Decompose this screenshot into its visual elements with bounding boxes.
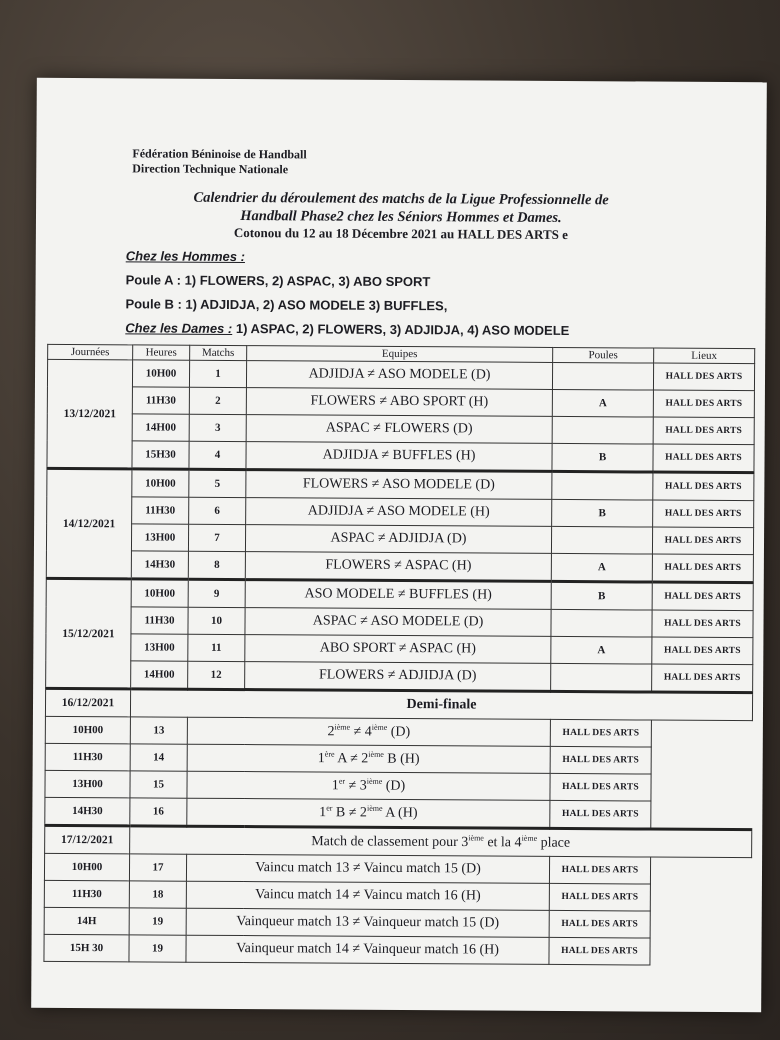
organization-header <box>132 146 307 177</box>
table-row <box>46 606 753 637</box>
table-row <box>46 523 753 554</box>
match-pool: A <box>551 636 652 664</box>
match-venue: HALL DES ARTS <box>652 610 753 638</box>
col-matchs: Matchs <box>190 345 247 360</box>
document-subtitle: Cotonou du 12 au 18 Décembre 2021 au HALL DES ARTS e <box>233 224 568 243</box>
match-day-date: 15/12/2021 <box>46 578 132 689</box>
classement-rows <box>44 853 752 965</box>
col-poules: Poules <box>553 347 654 363</box>
semi-text-t2: (D) <box>382 778 406 794</box>
match-pool: B <box>551 581 652 610</box>
match-number: 2 <box>189 387 246 414</box>
match-number: 9 <box>188 579 245 607</box>
match-venue: HALL DES ARTS <box>652 582 753 611</box>
match-hour: 14H00 <box>132 414 189 441</box>
match-teams: ADJIDJA ≠ ASO MODELE (H) <box>246 498 552 527</box>
match-pool <box>552 362 653 390</box>
match-hour: 14H <box>44 907 129 935</box>
match-venue: HALL DES ARTS <box>550 773 651 801</box>
match-teams <box>187 798 550 828</box>
match-venue: HALL DES ARTS <box>550 719 651 747</box>
semi-text-s1: er <box>326 803 333 813</box>
match-hour: 11H30 <box>131 607 188 634</box>
pool-matches <box>46 359 755 692</box>
semi-text-s2: ième <box>371 723 388 733</box>
org-line-1: Fédération Béninoise de Handball <box>132 146 307 162</box>
table-row <box>47 440 754 472</box>
classement-date: 17/12/2021 <box>45 825 130 854</box>
match-venue: HALL DES ARTS <box>652 527 753 555</box>
match-teams: ADJIDJA ≠ BUFFLES (H) <box>246 442 552 472</box>
men-label: Chez les Hommes : <box>125 248 246 265</box>
match-day-date: 13/12/2021 <box>47 359 133 469</box>
classement-section <box>45 825 752 857</box>
classement-title-sup2: ième <box>521 833 538 844</box>
match-hour: 13H00 <box>45 770 130 798</box>
match-venue: HALL DES ARTS <box>653 500 754 528</box>
match-number: 13 <box>130 717 187 744</box>
semi-text-s2: ième <box>368 749 384 760</box>
document-title <box>96 188 706 228</box>
schedule-table <box>43 344 755 966</box>
match-hour: 14H30 <box>131 551 188 579</box>
match-hour: 10H00 <box>132 360 189 387</box>
match-venue: HALL DES ARTS <box>550 746 651 774</box>
match-teams: Vainqueur match 14 ≠ Vainqueur match 16 (H) <box>186 935 549 964</box>
table-row <box>44 880 751 911</box>
table-row <box>47 359 754 390</box>
semi-final-title-row <box>45 688 752 720</box>
match-hour: 15H 30 <box>44 934 129 962</box>
table-row <box>45 743 752 774</box>
match-venue: HALL DES ARTS <box>653 363 754 391</box>
match-hour: 13H00 <box>131 634 188 661</box>
match-number: 4 <box>189 441 246 469</box>
match-teams: ASPAC ≠ ASO MODELE (D) <box>245 608 551 637</box>
match-venue: HALL DES ARTS <box>549 937 650 965</box>
match-venue: HALL DES ARTS <box>652 554 753 583</box>
match-teams: ASPAC ≠ ADJIDJA (D) <box>245 525 551 554</box>
match-number: 16 <box>130 798 187 826</box>
match-number: 7 <box>188 524 245 551</box>
semi-text-s1: ère <box>324 749 335 759</box>
table-row <box>44 934 751 965</box>
match-hour: 15H30 <box>132 441 189 469</box>
semi-text-t1: 1 <box>331 778 339 794</box>
match-venue: HALL DES ARTS <box>550 800 651 829</box>
title-line-2: Handball Phase2 chez les Séniors Hommes et Dames. <box>240 208 562 226</box>
match-teams: FLOWERS ≠ ASO MODELE (D) <box>246 470 552 500</box>
match-number: 3 <box>189 414 246 441</box>
semi-final-title: Demi-finale <box>130 689 752 721</box>
document-sheet <box>31 78 767 1012</box>
classement-title-b: et la 4 <box>483 835 522 851</box>
match-hour: 11H30 <box>45 743 130 771</box>
title-line-1: Calendrier du déroulement des matchs de la Ligue Professionnelle de <box>193 189 609 209</box>
match-number: 12 <box>188 661 245 689</box>
table-row <box>46 633 753 664</box>
classement-title <box>130 826 752 858</box>
match-teams: FLOWERS ≠ ABO SPORT (H) <box>246 388 552 417</box>
semi-text-s2: ième <box>366 776 383 787</box>
poule-a-line: Poule A : 1) FLOWERS, 2) ASPAC, 3) ABO SPORT <box>125 272 431 290</box>
women-line <box>125 320 569 338</box>
table-row <box>47 386 754 417</box>
semi-final-rows <box>45 716 753 829</box>
match-hour: 10H00 <box>131 579 188 607</box>
match-number: 5 <box>189 469 246 497</box>
match-number: 14 <box>130 744 187 771</box>
women-list: 1) ASPAC, 2) FLOWERS, 3) ADJIDJA, 4) ASO MODELE <box>235 320 570 339</box>
col-equipes: Equipes <box>247 346 553 363</box>
match-pool <box>552 471 653 500</box>
match-teams <box>187 717 550 746</box>
match-teams: Vaincu match 13 ≠ Vaincu match 15 (D) <box>186 854 549 883</box>
match-hour: 11H30 <box>132 387 189 414</box>
match-teams: FLOWERS ≠ ASPAC (H) <box>245 552 551 582</box>
semi-text-mid: ≠ 4 <box>349 724 372 740</box>
match-teams <box>187 771 550 800</box>
match-pool: A <box>552 389 653 417</box>
match-hour: 14H30 <box>45 797 130 826</box>
match-venue: HALL DES ARTS <box>549 856 650 884</box>
table-row <box>46 578 753 610</box>
match-hour: 11H30 <box>132 497 189 524</box>
match-teams: FLOWERS ≠ ADJIDJA (D) <box>245 662 551 692</box>
match-venue: HALL DES ARTS <box>652 664 753 693</box>
table-row <box>47 468 754 500</box>
semi-final-date: 16/12/2021 <box>45 688 130 717</box>
match-pool: B <box>552 499 653 527</box>
semi-text-t2: B (H) <box>383 751 420 767</box>
table-row <box>45 770 752 801</box>
match-venue: HALL DES ARTS <box>653 417 754 445</box>
match-teams: ASPAC ≠ FLOWERS (D) <box>246 415 552 444</box>
semi-text-t1: 1 <box>319 805 327 821</box>
match-teams: Vaincu match 14 ≠ Vaincu match 16 (H) <box>186 881 549 910</box>
table-row <box>44 853 751 884</box>
match-number: 18 <box>129 881 186 908</box>
match-number: 10 <box>188 607 245 634</box>
match-hour: 10H00 <box>44 853 129 881</box>
match-venue: HALL DES ARTS <box>549 883 650 911</box>
semi-text-t2: A (H) <box>382 805 418 821</box>
semi-text-s2: ième <box>366 803 383 814</box>
match-teams: ABO SPORT ≠ ASPAC (H) <box>245 635 551 664</box>
match-teams <box>187 744 550 773</box>
match-venue: HALL DES ARTS <box>653 472 754 501</box>
classement-title-a: Match de classement pour 3 <box>311 834 469 851</box>
semi-text-mid: B ≠ 2 <box>332 805 368 821</box>
table-row <box>45 716 752 747</box>
match-pool <box>551 663 652 692</box>
classement-title-row <box>45 825 752 857</box>
match-number: 19 <box>129 908 186 935</box>
match-number: 6 <box>189 497 246 524</box>
match-teams: Vainqueur match 13 ≠ Vainqueur match 15 (D) <box>186 908 549 937</box>
match-number: 1 <box>189 360 246 387</box>
match-venue: HALL DES ARTS <box>653 390 754 418</box>
table-row <box>46 550 753 582</box>
classement-title-sup1: ième <box>468 833 484 843</box>
match-pool <box>552 416 653 444</box>
match-day-date: 14/12/2021 <box>46 468 132 579</box>
match-hour: 11H30 <box>44 880 129 908</box>
match-teams: ADJIDJA ≠ ASO MODELE (D) <box>246 361 552 390</box>
semi-text-t1: 2 <box>327 724 335 740</box>
match-pool: B <box>552 443 653 472</box>
match-venue: HALL DES ARTS <box>652 637 753 665</box>
semi-text-mid: ≠ 3 <box>344 778 367 794</box>
match-pool <box>551 609 652 637</box>
match-teams: ASO MODELE ≠ BUFFLES (H) <box>245 580 551 610</box>
match-hour: 14H00 <box>131 661 188 689</box>
table-row <box>47 413 754 444</box>
match-venue: HALL DES ARTS <box>549 910 650 938</box>
semi-final-section <box>45 688 752 720</box>
match-number: 8 <box>188 551 245 579</box>
semi-text-s1: er <box>338 776 346 786</box>
col-lieux: Lieux <box>654 348 755 364</box>
match-hour: 10H00 <box>45 716 130 744</box>
table-row <box>44 907 751 938</box>
match-number: 15 <box>130 771 187 798</box>
semi-text-s1: ième <box>334 722 351 732</box>
semi-text-mid: A ≠ 2 <box>334 751 369 767</box>
table-row <box>45 797 752 829</box>
col-journees: Journées <box>48 344 133 360</box>
match-number: 11 <box>188 634 245 661</box>
semi-text-t2: (D) <box>387 724 411 740</box>
match-number: 19 <box>129 935 186 962</box>
table-row <box>46 660 753 692</box>
match-hour: 13H00 <box>131 524 188 551</box>
table-row <box>47 496 754 527</box>
match-pool <box>551 526 652 554</box>
match-hour: 10H00 <box>132 469 189 497</box>
match-number: 17 <box>129 854 186 881</box>
col-heures: Heures <box>133 345 190 360</box>
poule-b-line: Poule B : 1) ADJIDJA, 2) ASO MODELE 3) BUFFLES, <box>125 296 448 314</box>
match-venue: HALL DES ARTS <box>653 444 754 473</box>
match-pool: A <box>551 553 652 582</box>
women-label: Chez les Dames : <box>125 320 233 336</box>
classement-title-c: place <box>537 835 571 851</box>
semi-text-t1: 1 <box>317 751 325 767</box>
org-line-2: Direction Technique Nationale <box>132 161 289 177</box>
